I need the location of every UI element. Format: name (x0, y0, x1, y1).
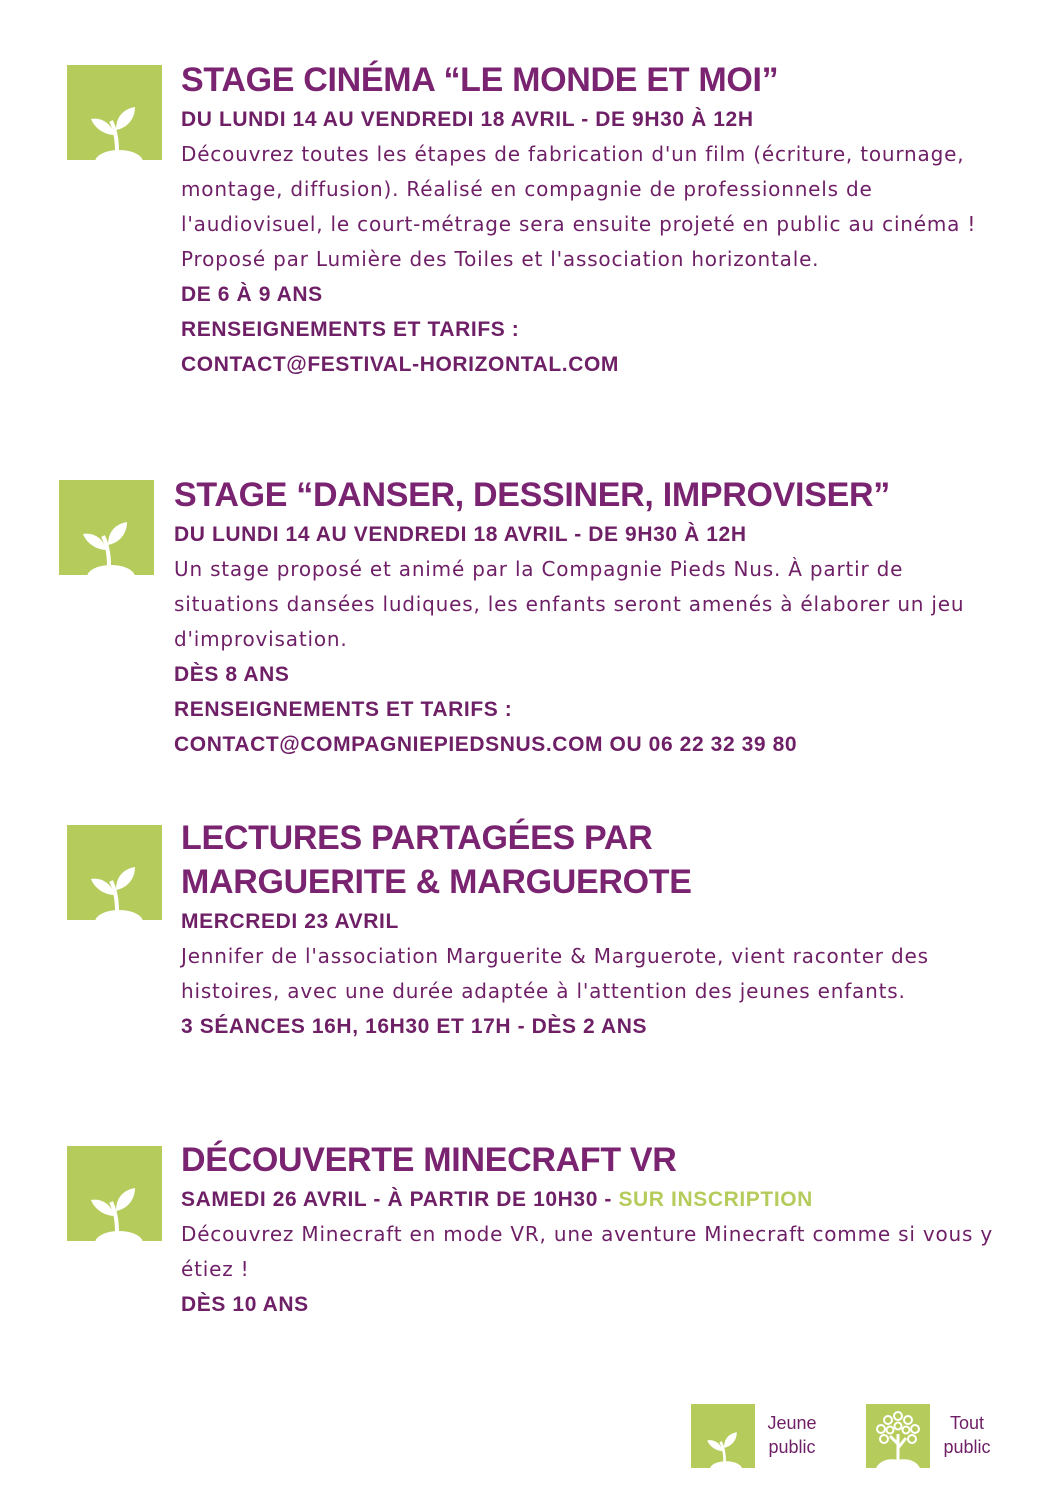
registration-badge: SUR INSCRIPTION (618, 1188, 813, 1211)
tree-icon (866, 1404, 930, 1468)
event-date-line (181, 1182, 1011, 1217)
contact-link[interactable]: CONTACT@COMPAGNIEPIEDSNUS.COM OU 06 22 32 39 80 (174, 733, 798, 756)
legend-label-line1: Jeune (767, 1413, 817, 1433)
event-description: Découvrez Minecraft en mode VR, une aventure Minecraft comme si vous y étiez ! (181, 1222, 994, 1281)
event-title-line2: MARGUERITE & MARGUEROTE (181, 863, 692, 901)
event-date: DU LUNDI 14 AU VENDREDI 18 AVRIL - DE 9H30 À 12H (181, 108, 754, 131)
event-age: DE 6 À 9 ANS (181, 283, 323, 306)
event-sessions: 3 SÉANCES 16H, 16H30 ET 17H - DÈS 2 ANS (181, 1015, 648, 1038)
event-description: Jennifer de l'association Marguerite & Marguerote, vient raconter des histoires, avec une durée adaptée à l'attention des jeunes enfants. (181, 944, 929, 1003)
sprout-icon (691, 1404, 755, 1468)
sprout-icon (67, 825, 162, 920)
sprout-icon (59, 480, 154, 575)
event-age: DÈS 8 ANS (174, 663, 290, 686)
contact-link[interactable]: CONTACT@FESTIVAL-HORIZONTAL.COM (181, 353, 620, 376)
event-title-line1: LECTURES PARTAGÉES PAR (181, 819, 653, 857)
event-description: Un stage proposé et animé par la Compagnie Pieds Nus. À partir de situations dansées ludiques, les enfants seront amenés à élaborer un jeu d'improvisation. (174, 557, 965, 651)
legend-label-line2: public (768, 1437, 816, 1457)
event-title: DÉCOUVERTE MINECRAFT VR (181, 1141, 677, 1179)
info-label: RENSEIGNEMENTS ET TARIFS : (174, 698, 513, 721)
event-date: MERCREDI 23 AVRIL (181, 910, 399, 933)
legend-label-line2: public (943, 1437, 991, 1457)
event-date: DU LUNDI 14 AU VENDREDI 18 AVRIL - DE 9H30 À 12H (174, 523, 747, 546)
event-date: SAMEDI 26 AVRIL - À PARTIR DE 10H30 - (181, 1188, 619, 1211)
event-description: Découvrez toutes les étapes de fabrication d'un film (écriture, tournage, montage, diffusion). Réalisé en compagnie de professionnels de l'audiovisuel, le court-métrage sera ensuite projeté en public au cinéma ! Proposé par Lumière des Toiles et l'association horizontale. (181, 142, 977, 271)
sprout-icon (67, 1146, 162, 1241)
info-label: RENSEIGNEMENTS ET TARIFS : (181, 318, 520, 341)
event-title: STAGE CINÉMA “LE MONDE ET MOI” (181, 61, 779, 99)
event-age: DÈS 10 ANS (181, 1293, 309, 1316)
legend-label-line1: Tout (949, 1413, 985, 1433)
event-title: STAGE “DANSER, DESSINER, IMPROVISER” (174, 476, 890, 514)
sprout-icon (67, 65, 162, 160)
